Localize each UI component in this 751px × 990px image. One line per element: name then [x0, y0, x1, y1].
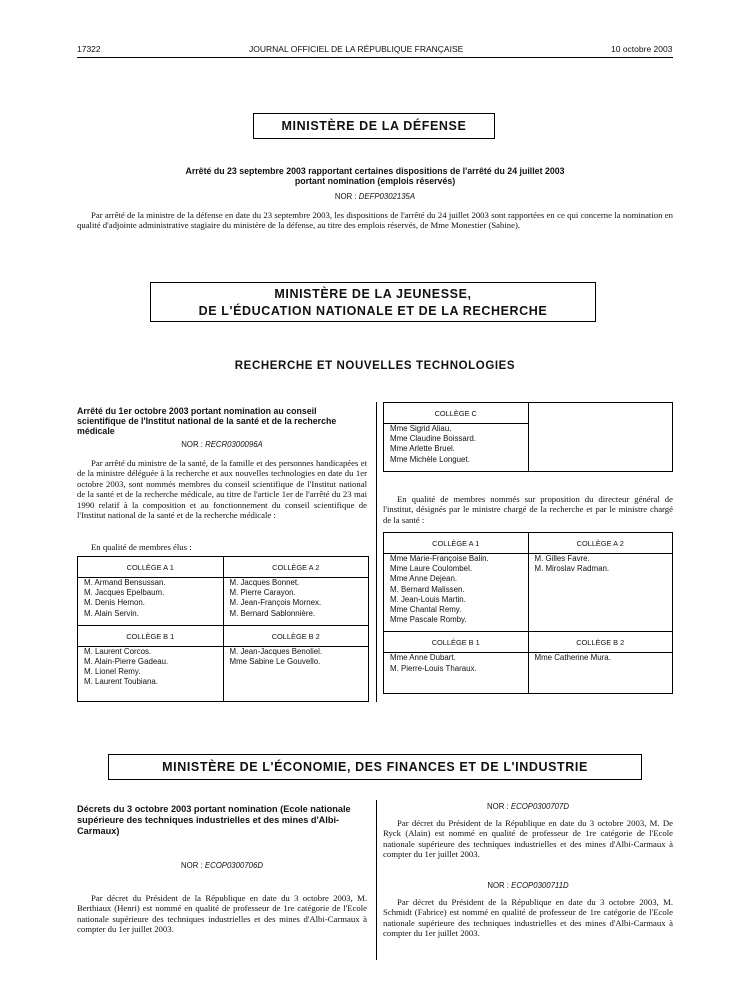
page-number: 17322	[77, 44, 101, 54]
defense-title-line2: portant nomination (emplois réservés)	[294, 176, 456, 186]
appointed-a2-head: COLLÈGE A 2	[528, 533, 673, 554]
section-heading-recherche: RECHERCHE ET NOUVELLES TECHNOLOGIES	[234, 360, 516, 372]
inserm-nor: NOR : RECR0300096A	[181, 440, 263, 449]
defense-title-line1: Arrêté du 23 septembre 2003 rapportant certaines dispositions de l'arrêté du 24 juillet 2003	[185, 166, 565, 176]
college-b2-head: COLLÈGE B 2	[223, 625, 369, 646]
appointed-b2-members: Mme Catherine Mura.	[528, 653, 673, 694]
ensti-nor-1: NOR : ECOP0300706D	[181, 861, 263, 870]
appointed-b2-head: COLLÈGE B 2	[528, 632, 673, 653]
ensti-text-1: Par décret du Président de la République en date du 3 octobre 2003, M. Berthiaux (Henri) est nommé en qualité de professeur de 1re catégorie de l'Ecole nationale supérieure des techniques industrielles et des mines d'Albi-Carmaux à compter du 1er juillet 2003.	[77, 893, 367, 935]
inserm-text: Par arrêté du ministre de la santé, de la famille et des personnes handicapées et de la ministre déléguée à la recherche et aux nouvelles technologies en date du 1er octobre 2003, sont nommés membres du conseil scientifique de l'Institut national de la santé et de la recherche médicale, au titre de l'article 1er de l'arrêté du 23 mai 1990 relatif à la composition et au fonctionnement du conseil scientifique de l'Institut national de la santé et de la recherche médicale :	[77, 458, 367, 521]
elected-members-table	[77, 556, 369, 702]
college-a1-members: M. Armand Bensussan. M. Jacques Epelbaum. M. Denis Hemon. M. Alain Servin.	[78, 578, 224, 626]
defense-nor-code: DEFP0302135A	[358, 192, 416, 201]
college-a1-head: COLLÈGE A 1	[78, 557, 224, 578]
ministry-defense-heading: MINISTÈRE DE LA DÉFENSE	[253, 113, 495, 139]
college-a2-head: COLLÈGE A 2	[223, 557, 369, 578]
college-c-table	[383, 402, 673, 472]
ministry-education-heading: MINISTÈRE DE LA JEUNESSE, DE L'ÉDUCATION NATIONALE ET DE LA RECHERCHE	[150, 282, 596, 322]
defense-nor: NOR : DEFP0302135A	[334, 192, 416, 201]
ministry-economy-heading: MINISTÈRE DE L'ÉCONOMIE, DES FINANCES ET DE L'INDUSTRIE	[108, 754, 642, 780]
column-divider	[376, 402, 377, 702]
ensti-nor-2: NOR : ECOP0300707D	[487, 802, 569, 811]
appointed-a1-head: COLLÈGE A 1	[384, 533, 529, 554]
appointed-b1-head: COLLÈGE B 1	[384, 632, 529, 653]
issue-date: 10 octobre 2003	[611, 44, 673, 54]
inserm-nor-code: RECR0300096A	[205, 440, 263, 449]
college-b1-head: COLLÈGE B 1	[78, 625, 224, 646]
defense-decree-title	[100, 166, 650, 186]
ensti-decree-title: Décrets du 3 octobre 2003 portant nomination (Ecole nationale supérieure des techniques industrielles et des mines d'Albi-Carmaux)	[77, 804, 351, 836]
college-c-head: COLLÈGE C	[384, 403, 529, 424]
header-rule	[77, 57, 673, 58]
appointed-a1-members: Mme Marie-Françoise Balin. Mme Laure Coulombel. Mme Anne Dejean. M. Bernard Malissen. M. Jean-Louis Martin. Mme Chantal Remy. Mme Pascale Romby.	[384, 554, 529, 632]
inserm-decree-title: Arrêté du 1er octobre 2003 portant nomination au conseil scientifique de l'Institut national de la santé et de la recherche médicale	[77, 406, 337, 436]
ensti-text-2: Par décret du Président de la République en date du 3 octobre 2003, M. De Ryck (Alain) est nommé en qualité de professeur de 1re catégorie de l'Ecole nationale supérieure des techniques industrielles et des mines d'Albi-Carmaux à compter du 1er juillet 2003.	[383, 818, 673, 860]
appointed-a2-members: M. Gilles Favre. M. Miroslav Radman.	[528, 554, 673, 632]
college-a2-members: M. Jacques Bonnet. M. Pierre Carayon. M. Jean-François Mornex. M. Bernard Sablonnière.	[223, 578, 369, 626]
column-divider-2	[376, 800, 377, 960]
appointed-b1-members: Mme Anne Dubart. M. Pierre-Louis Tharaux.	[384, 653, 529, 694]
nommes-text: En qualité de membres nommés sur proposition du directeur général de l'institut, désignés par le ministre chargé de la recherche et par le ministre chargé de la santé :	[383, 494, 673, 525]
defense-text: Par arrêté de la ministre de la défense en date du 23 septembre 2003, les dispositions de l'arrêté du 24 juillet 2003 sont rapportées en ce qui concerne la nomination en qualité d'adjointe administrative stagiaire du ministère de la défense, au titre des emplois réservés, de Mme Monestier (Sabine).	[77, 210, 673, 231]
ensti-text-3: Par décret du Président de la République en date du 3 octobre 2003, M. Schmidt (Fabrice) est nommé en qualité de professeur de 1re catégorie de l'Ecole nationale supérieure des techniques industrielles et des mines d'Albi-Carmaux à compter du 1er juillet 2003.	[383, 897, 673, 939]
appointed-members-table	[383, 532, 673, 694]
college-b2-members: M. Jean-Jacques Benoliel. Mme Sabine Le Gouvello.	[223, 646, 369, 701]
ensti-nor-3: NOR : ECOP0300711D	[487, 881, 569, 890]
college-b1-members: M. Laurent Corcos. M. Alain-Pierre Gadeau. M. Lionel Remy. M. Laurent Toubiana.	[78, 646, 224, 701]
journal-title: JOURNAL OFFICIEL DE LA RÉPUBLIQUE FRANÇAISE	[249, 44, 464, 54]
college-c-members: Mme Sigrid Aliau. Mme Claudine Boissard. Mme Arlette Bruel. Mme Michèle Longuet.	[384, 424, 529, 472]
elus-label: En qualité de membres élus :	[91, 542, 192, 552]
